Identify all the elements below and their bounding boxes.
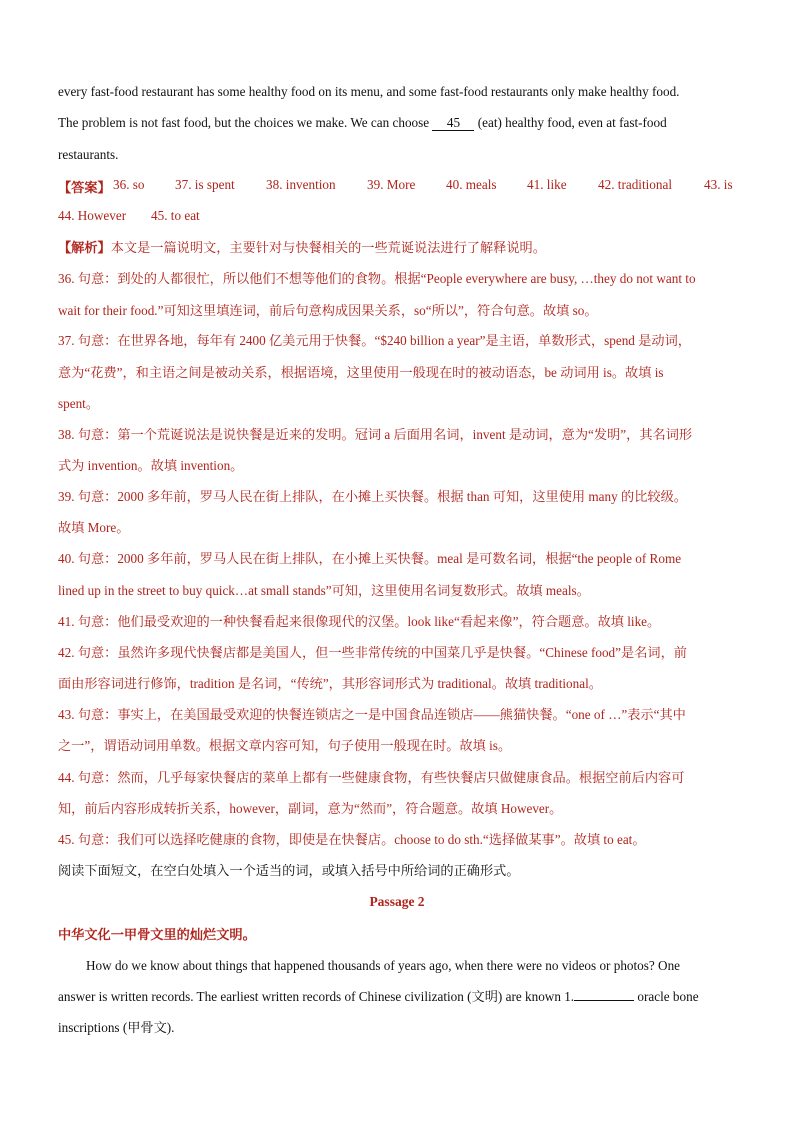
answer-item: 39. More [367,177,416,192]
analysis-line: lined up in the street to buy quick…at small stands”可知，这里使用名词复数形式。故填 meals。 [58,583,590,598]
analysis-line: 42. 句意：虽然许多现代快餐店都是美国人，但一些非常传统的中国菜几乎是快餐。“Chinese food”是名词，前 [58,645,687,660]
passage-topic: 中华文化一甲骨文里的灿烂文明。 [58,927,256,942]
answer-item: 38. invention [266,177,336,192]
analysis-line: 43. 句意：事实上，在美国最受欢迎的快餐连锁店之一是中国食品连锁店——熊猫快餐。“one of …”表示“其中 [58,707,686,722]
passage2-line: How do we know about things that happened thousands of years ago, when there were no videos or photos? One [86,958,681,973]
analysis-intro: 本文是一篇说明文，主要针对与快餐相关的一些荒诞说法进行了解释说明。 [110,240,546,255]
analysis-line: 故填 More。 [58,520,130,535]
passage2-line-blank1 [58,988,699,1006]
answer-item: 44. However [58,208,127,223]
answer-label: 【答案】 [58,180,111,195]
analysis-line: 36. 句意：到处的人都很忙，所以他们不想等他们的食物。根据“People everywhere are busy, …they do not want to [58,271,696,286]
answer-item: 40. meals [446,177,497,192]
passage1-text: The problem is not fast food, but the choices we make. We can choose [58,115,433,130]
analysis-label: 【解析】 [58,240,111,255]
answer-item: 45. to eat [151,208,200,223]
analysis-line: 37. 句意：在世界各地，每年有 2400 亿美元用于快餐。“$240 billion a year”是主语，单数形式，spend 是动词， [58,333,691,348]
passage2-text: oracle bone [634,989,699,1004]
passage2-line: inscriptions (甲骨文). [58,1020,175,1035]
answer-item: 37. is spent [175,177,235,192]
analysis-line: 40. 句意：2000 多年前，罗马人民在街上排队，在小摊上买快餐。meal 是可数名词，根据“the people of Rome [58,551,682,566]
analysis-header [58,239,546,257]
analysis-line: 知，前后内容形成转折关系，however，副词，意为“然而”，符合题意。故填 However。 [58,801,563,816]
analysis-line: spent。 [58,396,100,411]
passage1-line-blank45 [58,114,667,132]
analysis-line: 38. 句意：第一个荒诞说法是说快餐是近来的发明。冠词 a 后面用名词，invent 是动词，意为“发明”，其名词形 [58,427,693,442]
analysis-line: 39. 句意：2000 多年前，罗马人民在街上排队，在小摊上买快餐。根据 than 可知，这里使用 many 的比较级。 [58,489,687,504]
analysis-line: 式为 invention。故填 invention。 [58,458,244,473]
analysis-line: 之一”，谓语动词用单数。根据文章内容可知，句子使用一般现在时。故填 is。 [58,738,512,753]
passage1-text: (eat) healthy food, even at fast-food [474,115,667,130]
analysis-line: 意为“花费”，和主语之间是被动关系，根据语境，这里使用一般现在时的被动语态，be 动词用 is。故填 is [58,365,664,380]
blank-45: 45 [432,116,474,131]
passage2-text: answer is written records. The earliest written records of Chinese civilization (文明) are known 1. [58,989,575,1004]
answer-item: 36. so [113,177,145,192]
analysis-line: wait for their food.”可知这里填连词，前后句意构成因果关系，so“所以”，符合句意。故填 so。 [58,303,598,318]
passage-title: Passage 2 [369,894,425,909]
answer-item: 41. like [527,177,567,192]
answer-item: 43. is [704,177,733,192]
analysis-line: 45. 句意：我们可以选择吃健康的食物，即使是在快餐店。choose to do sth.“选择做某事”。故填 to eat。 [58,832,646,847]
instruction: 阅读下面短文，在空白处填入一个适当的词，或填入括号中所给词的正确形式。 [58,863,520,878]
analysis-line: 41. 句意：他们最受欢迎的一种快餐看起来很像现代的汉堡。look like“看起来像”，符合题意。故填 like。 [58,614,661,629]
answer-item: 42. traditional [598,177,672,192]
analysis-line: 44. 句意：然而，几乎每家快餐店的菜单上都有一些健康食物，有些快餐店只做健康食品。根据空前后内容可 [58,770,685,785]
blank-1[interactable] [574,988,634,1001]
analysis-line: 面由形容词进行修饰，tradition 是名词，“传统”，其形容词形式为 traditional。故填 traditional。 [58,676,602,691]
passage1-line: every fast-food restaurant has some healthy food on its menu, and some fast-food restaurants only make healthy food. [58,84,680,99]
passage1-line: restaurants. [58,147,119,162]
